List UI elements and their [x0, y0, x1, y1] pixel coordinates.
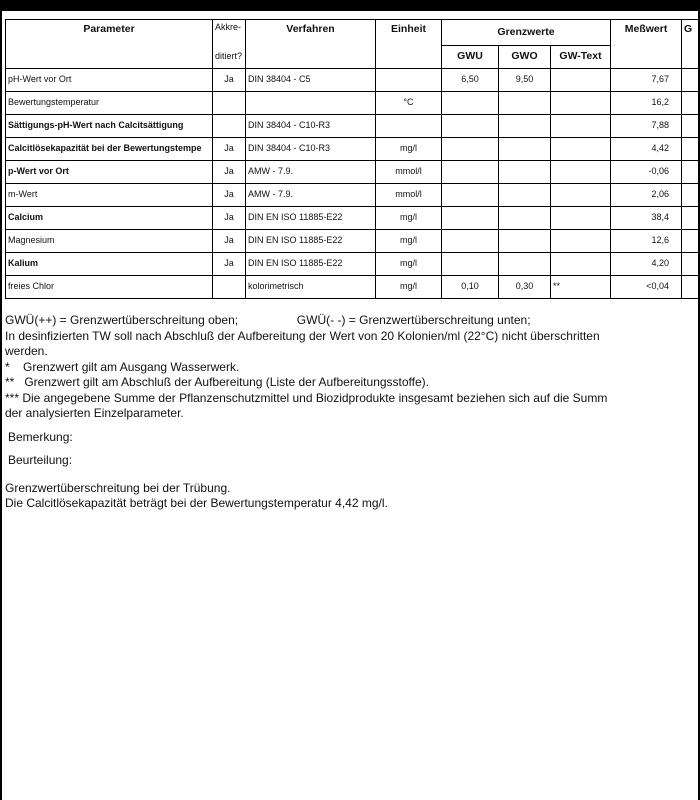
cell-parameter: Magnesium: [6, 229, 213, 252]
cell-verfahren: AMW - 7.9.: [246, 183, 376, 206]
cell-parameter: p-Wert vor Ort: [6, 160, 213, 183]
cell-verfahren: kolorimetrisch: [246, 275, 376, 298]
cell-extra: [682, 183, 700, 206]
cell-verfahren: DIN 38404 - C10-R3: [246, 114, 376, 137]
cell-gwtext: [551, 160, 611, 183]
col-header-gwo: GWO: [499, 45, 551, 68]
legend-gwu-plus: GWÜ(++) = Grenzwertüberschreitung oben;: [5, 313, 239, 327]
table-row: [6, 160, 700, 183]
cell-extra: [682, 206, 700, 229]
beurteilung-label: Beurteilung:: [8, 453, 73, 467]
cell-gwtext: [551, 91, 611, 114]
cell-gwtext: [551, 183, 611, 206]
cell-messwert: 2,06: [611, 183, 682, 206]
cell-einheit: mg/l: [376, 275, 442, 298]
cell-einheit: mg/l: [376, 137, 442, 160]
cell-gwo: [499, 91, 551, 114]
cell-parameter: m-Wert: [6, 183, 213, 206]
cell-messwert: -0,06: [611, 160, 682, 183]
cell-gwtext: [551, 229, 611, 252]
cell-akkreditiert: Ja: [213, 229, 246, 252]
cell-gwo: 9,50: [499, 68, 551, 91]
cell-gwo: 0,30: [499, 275, 551, 298]
assessment-text-1: Grenzwertüberschreitung bei der Trübung.: [5, 480, 231, 495]
cell-parameter: Bewertungstemperatur: [6, 91, 213, 114]
cell-einheit: mmol/l: [376, 160, 442, 183]
col-header-grenzwerte: Grenzwerte: [442, 20, 611, 46]
cell-akkreditiert: Ja: [213, 252, 246, 275]
bemerkung-label: Bemerkung:: [8, 429, 73, 444]
cell-gwo: [499, 114, 551, 137]
cell-extra: [682, 91, 700, 114]
top-border-bar: [0, 0, 700, 11]
cell-extra: [682, 160, 700, 183]
col-header-einheit: Einheit: [376, 20, 442, 69]
cell-gwu: [442, 160, 499, 183]
cell-verfahren: DIN EN ISO 11885-E22: [246, 229, 376, 252]
col-header-parameter: Parameter: [6, 20, 213, 69]
table-row: [6, 114, 700, 137]
results-table-container: [5, 19, 700, 299]
footnote-3-end: der analysierten Einzelparameter.: [5, 406, 184, 420]
cell-einheit: [376, 68, 442, 91]
table-row: [6, 183, 700, 206]
cell-messwert: 4,42: [611, 137, 682, 160]
col-header-akkreditiert-2: ditiert?: [213, 45, 246, 68]
cell-parameter: Calcium: [6, 206, 213, 229]
cell-extra: [682, 229, 700, 252]
cell-gwu: [442, 252, 499, 275]
col-header-messwert: Meßwert: [611, 20, 682, 69]
table-row: [6, 91, 700, 114]
cell-messwert: 7,67: [611, 68, 682, 91]
cell-extra: [682, 114, 700, 137]
cell-gwtext: [551, 68, 611, 91]
cell-parameter: Sättigungs-pH-Wert nach Calcitsättigung: [6, 114, 213, 137]
notes-section: [5, 313, 700, 512]
cell-gwtext: **: [551, 275, 611, 298]
col-header-akkreditiert-1: Akkre-: [213, 20, 246, 46]
cell-extra: [682, 68, 700, 91]
cell-akkreditiert: [213, 275, 246, 298]
cell-extra: [682, 275, 700, 298]
cell-gwu: [442, 206, 499, 229]
footnote-2: ** Grenzwert gilt am Abschluß der Aufbereitung (Liste der Aufbereitungsstoffe).: [5, 375, 430, 389]
cell-gwu: [442, 91, 499, 114]
legend-gwu-minus: GWÜ(- -) = Grenzwertüberschreitung unten;: [296, 313, 531, 327]
cell-gwu: [442, 137, 499, 160]
cell-einheit: °C: [376, 91, 442, 114]
cell-akkreditiert: Ja: [213, 206, 246, 229]
cell-gwo: [499, 252, 551, 275]
table-row: [6, 206, 700, 229]
cell-verfahren: DIN 38404 - C5: [246, 68, 376, 91]
cell-messwert: 12,6: [611, 229, 682, 252]
cell-gwtext: [551, 114, 611, 137]
cell-messwert: 38,4: [611, 206, 682, 229]
assessment-text-2: Die Calcitlösekapazität beträgt bei der Bewertungstemperatur 4,42 mg/l.: [5, 496, 388, 510]
cell-akkreditiert: Ja: [213, 137, 246, 160]
col-header-gwu: GWU: [442, 45, 499, 68]
footnote-1: * Grenzwert gilt am Ausgang Wasserwerk.: [5, 359, 240, 374]
note-colonies-end: werden.: [5, 344, 48, 358]
cell-extra: [682, 252, 700, 275]
cell-extra: [682, 137, 700, 160]
cell-verfahren: [246, 91, 376, 114]
cell-gwu: [442, 114, 499, 137]
cell-gwtext: [551, 206, 611, 229]
note-colonies: In desinfizierten TW soll nach Abschluß der Aufbereitung der Wert von 20 Kolonien/ml (22°C) nicht überschritten: [5, 328, 600, 343]
cell-einheit: mg/l: [376, 206, 442, 229]
table-row: [6, 229, 700, 252]
cell-verfahren: DIN 38404 - C10-R3: [246, 137, 376, 160]
cell-parameter: Calcitlösekapazität bei der Bewertungstempe: [6, 137, 213, 160]
table-row: [6, 252, 700, 275]
cell-parameter: Kalium: [6, 252, 213, 275]
cell-einheit: mg/l: [376, 252, 442, 275]
cell-messwert: 7,88: [611, 114, 682, 137]
cell-einheit: mmol/l: [376, 183, 442, 206]
cell-einheit: [376, 114, 442, 137]
cell-akkreditiert: [213, 114, 246, 137]
cell-parameter: freies Chlor: [6, 275, 213, 298]
footnote-3: *** Die angegebene Summe der Pflanzenschutzmittel und Biozidprodukte insgesamt beziehen sich auf die Summ: [5, 390, 608, 405]
col-header-verfahren: Verfahren: [246, 20, 376, 69]
cell-messwert: 4,20: [611, 252, 682, 275]
col-header-gwtext: GW-Text: [551, 45, 611, 68]
table-row: [6, 275, 700, 298]
cell-einheit: mg/l: [376, 229, 442, 252]
cell-gwo: [499, 137, 551, 160]
cell-akkreditiert: Ja: [213, 183, 246, 206]
cell-messwert: 16,2: [611, 91, 682, 114]
cell-gwu: [442, 183, 499, 206]
cell-gwo: [499, 229, 551, 252]
cell-gwu: 0,10: [442, 275, 499, 298]
cell-gwu: [442, 229, 499, 252]
table-row: [6, 137, 700, 160]
cell-gwtext: [551, 137, 611, 160]
cell-parameter: pH-Wert vor Ort: [6, 68, 213, 91]
table-row: [6, 68, 700, 91]
cell-verfahren: DIN EN ISO 11885-E22: [246, 206, 376, 229]
cell-gwo: [499, 206, 551, 229]
cell-messwert: <0,04: [611, 275, 682, 298]
cell-verfahren: AMW - 7.9.: [246, 160, 376, 183]
cell-gwtext: [551, 252, 611, 275]
cell-akkreditiert: [213, 91, 246, 114]
cell-gwo: [499, 183, 551, 206]
cell-akkreditiert: Ja: [213, 68, 246, 91]
results-table: [5, 19, 700, 299]
cell-akkreditiert: Ja: [213, 160, 246, 183]
left-page-rule: [0, 11, 2, 800]
col-header-extra: G: [682, 20, 700, 69]
legend-line: [5, 313, 700, 329]
cell-gwo: [499, 160, 551, 183]
cell-gwu: 6,50: [442, 68, 499, 91]
cell-verfahren: DIN EN ISO 11885-E22: [246, 252, 376, 275]
